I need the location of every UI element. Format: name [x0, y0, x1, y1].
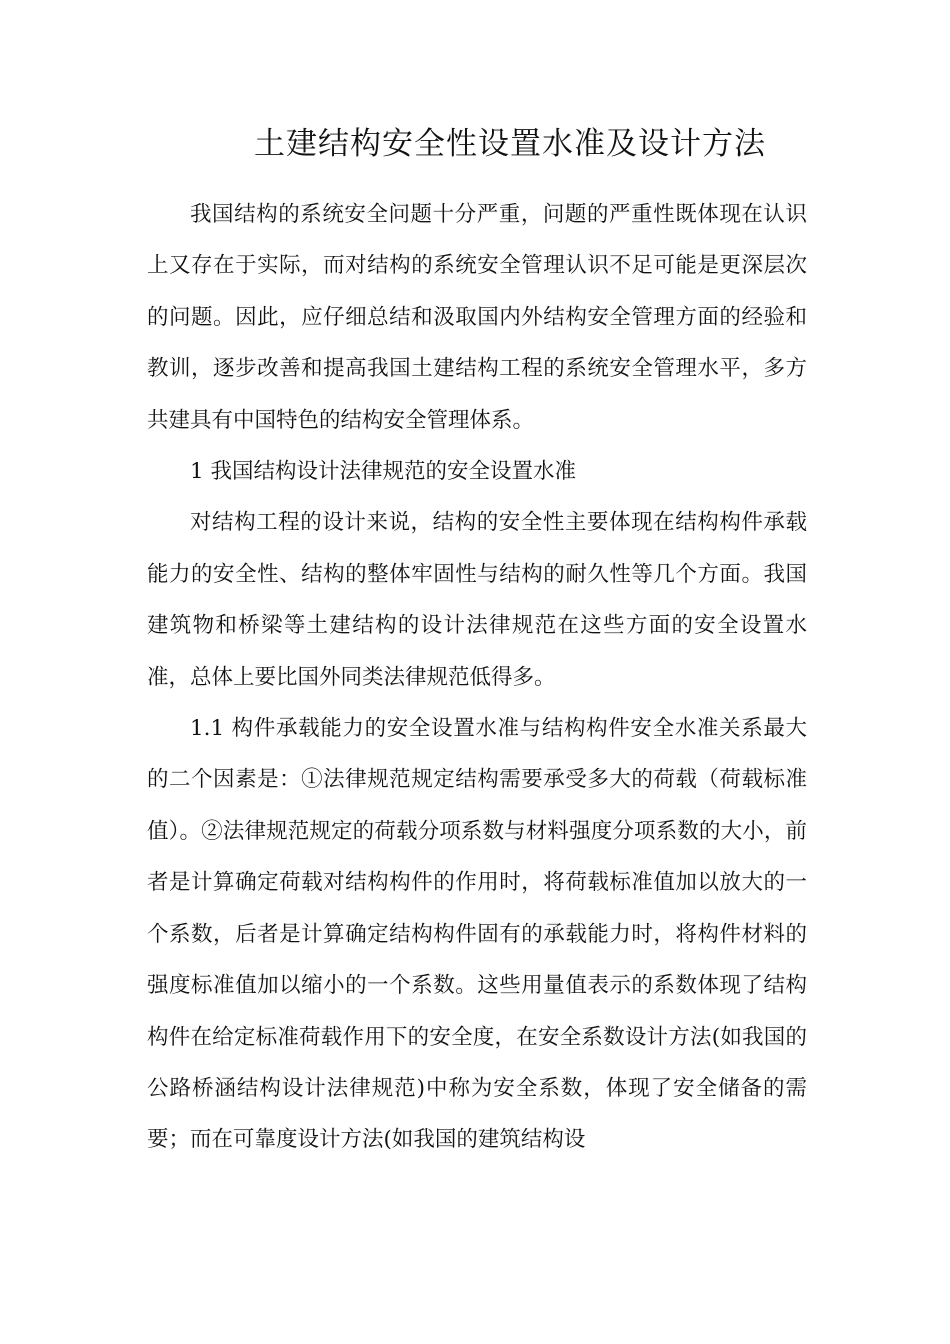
document-body — [147, 189, 807, 1166]
body-paragraph: 对结构工程的设计来说，结构的安全性主要体现在结构构件承载能力的安全性、结构的整体牢固性与结构的耐久性等几个方面。我国建筑物和桥梁等土建结构的设计法律规范在这些方面的安全设置水准，总体上要比国外同类法律规范低得多。 — [147, 510, 807, 690]
section-heading: 1 我国结构设计法律规范的安全设置水准 — [190, 459, 577, 485]
document-title: 土建结构安全性设置水准及设计方法 — [254, 126, 766, 162]
body-paragraph: 我国结构的系统安全问题十分严重，问题的严重性既体现在认识上又存在于实际，而对结构的系统安全管理认识不足可能是更深层次的问题。因此，应仔细总结和汲取国内外结构安全管理方面的经验和教训，逐步改善和提高我国土建结构工程的系统安全管理水平，多方共建具有中国特色的结构安全管理体系。 — [147, 202, 807, 433]
body-paragraph: 1.1 构件承载能力的安全设置水准与结构构件安全水准关系最大的二个因素是：①法律规范规定结构需要承受多大的荷载（荷载标准值）。②法律规范规定的荷载分项系数与材料强度分项系数的大小，前者是计算确定荷载对结构构件的作用时，将荷载标准值加以放大的一个系数，后者是计算确定结构构件固有的承载能力时，将构件材料的强度标准值加以缩小的一个系数。这些用量值表示的系数体现了结构构件在给定标准荷载作用下的安全度，在安全系数设计方法(如我国的公路桥涵结构设计法律规范)中称为安全系数，体现了安全储备的需要；而在可靠度设计方法(如我国的建筑结构设 — [147, 716, 807, 1153]
